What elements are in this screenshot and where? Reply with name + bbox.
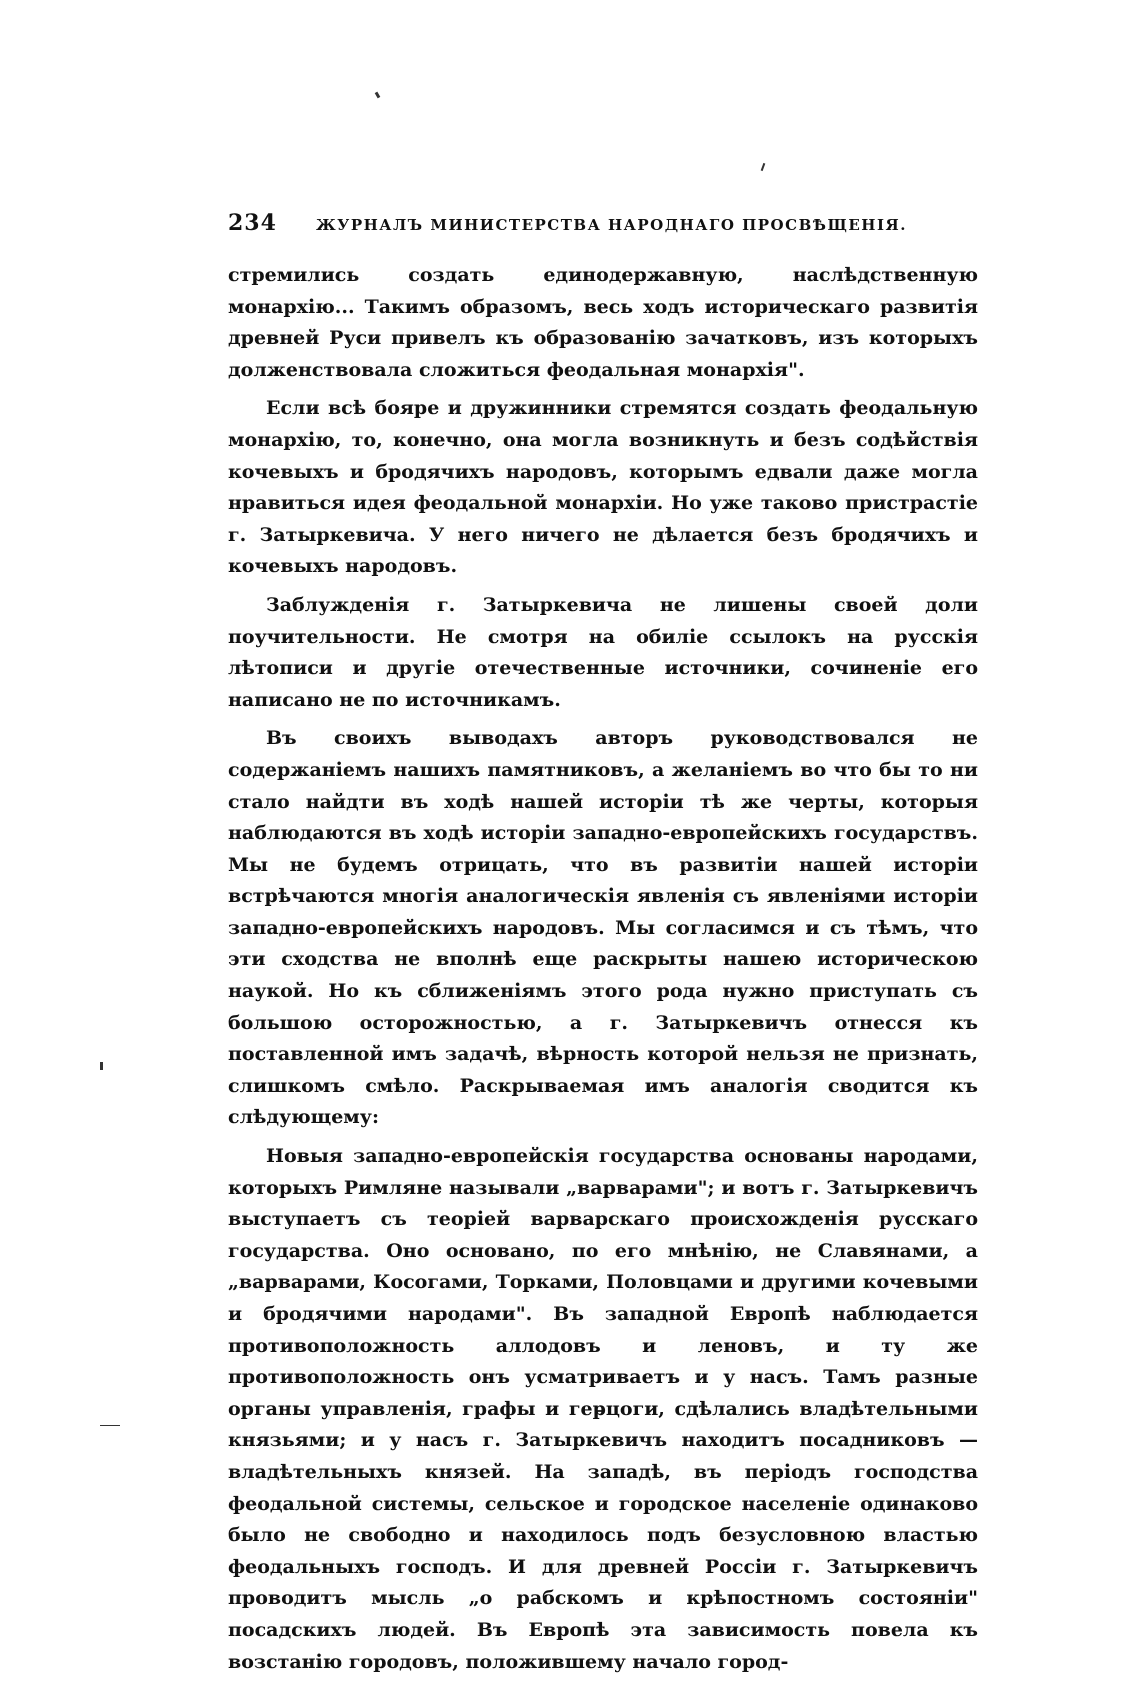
page-number: 234: [228, 210, 277, 236]
page: [228, 210, 978, 1685]
paragraph: Новыя западно-европейскія государства основаны народами, которыхъ Римляне называли „варварами"; и вотъ г. Затыркевичъ выступаетъ съ теоріей варварскаго происхожденія русскаго государства. Оно основано, по его мнѣнію, не Славянами, а „варварами, Косогами, Торками, Половцами и другими кочевыми и бродячими народами". Въ западной Европѣ наблюдается противоположность аллодовъ и леновъ, и ту же противоположность онъ усматриваетъ и у насъ. Тамъ разные органы управленія, графы и герцоги, сдѣлались владѣтельными князьями; и у насъ г. Затыркевичъ находитъ посадниковъ — владѣтельныхъ князей. На западѣ, въ періодъ господства феодальной системы, сельское и городское населеніе одинаково было не свободно и находилось подъ безусловною властью феодальныхъ господъ. И для древней Россіи г. Затыркевичъ проводитъ мысль „о рабскомъ и крѣпостномъ состояніи" посадскихъ людей. Въ Европѣ эта зависимость повела къ возстанію городовъ, положившему начало город-: [228, 1145, 978, 1673]
journal-title: ЖУРНАЛЪ МИНИСТЕРСТВА НАРОДНАГО ПРОСВѢЩЕНІЯ.: [316, 216, 907, 234]
scan-speck: [100, 1062, 103, 1070]
paragraph: Въ своихъ выводахъ авторъ руководствовался не содержаніемъ нашихъ памятниковъ, а желаніемъ во что бы то ни стало найдти въ ходѣ нашей исторіи тѣ же черты, которыя наблюдаются въ ходѣ исторіи западно-европейскихъ государствъ. Мы не будемъ отрицать, что въ развитіи нашей исторіи встрѣчаются многія аналогическія явленія съ явленіями исторіи западно-европейскихъ народовъ. Мы согласимся и съ тѣмъ, что эти сходства не вполнѣ еще раскрыты нашею историческою наукой. Но къ сближеніямъ этого рода нужно приступать съ большою осторожностью, а г. Затыркевичъ отнесся къ поставленной имъ задачѣ, вѣрность которой нельзя не признать, слишкомъ смѣло. Раскрываемая имъ аналогія сводится къ слѣдующему:: [228, 727, 978, 1129]
paragraph: Если всѣ бояре и дружинники стремятся создать феодальную монархію, то, конечно, она могла возникнуть и безъ содѣйствія кочевыхъ и бродячихъ народовъ, которымъ едвали даже могла нравиться идея феодальной монархіи. Но уже таково пристрастіе г. Затыркевича. У него ничего не дѣлается безъ бродячихъ и кочевыхъ народовъ.: [228, 397, 978, 578]
paragraph-continuation: стремились создать единодержавную, наслѣдственную монархію... Такимъ образомъ, весь ходъ историческаго развитія древней Руси привелъ къ образованію зачатковъ, изъ которыхъ долженствовала сложиться феодальная монархія".: [228, 264, 978, 381]
paragraph: Заблужденія г. Затыркевича не лишены своей доли поучительности. Не смотря на обиліе ссылокъ на русскія лѣтописи и другіе отечественные источники, сочиненіе его написано не по источникамъ.: [228, 593, 978, 711]
scan-speck: [761, 163, 766, 171]
scan-speck: [375, 92, 381, 99]
running-head: [228, 210, 978, 246]
body-text: [228, 260, 978, 1678]
scan-speck: [100, 1425, 120, 1426]
